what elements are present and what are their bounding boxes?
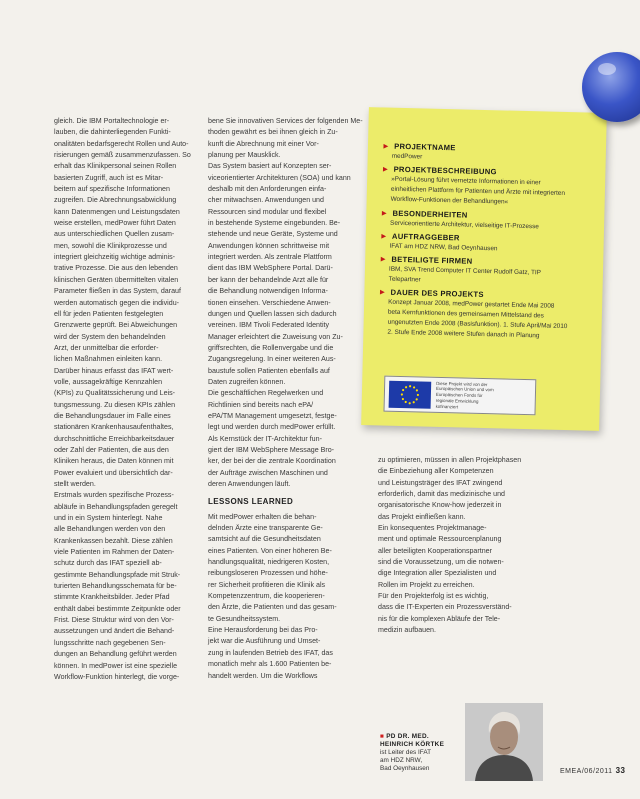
text-line: Ein konsequentes Projektmanage-	[378, 524, 487, 533]
text-line: stehende und neue Geräte, Systeme und	[208, 230, 338, 239]
text-line: te Gesundheitssystem.	[208, 614, 281, 623]
arrow-icon: ►	[381, 141, 391, 151]
text-line: gleich. Die IBM Portaltechnologie er-	[54, 117, 170, 125]
text-line: enthält dabei bestimmte Zeitpunkte oder	[54, 604, 181, 613]
note-heading: DAUER DES PROJEKTS	[390, 287, 484, 300]
arrow-icon: ►	[380, 208, 389, 218]
note-line: IBM, SVA Trend Computer IT Center Rudolf Gatz, TIP	[388, 265, 542, 277]
text-line: Darüber hinaus erfasst das IFAT wert-	[54, 366, 174, 375]
author-caption	[380, 733, 460, 773]
text-line: oder Zahl der Patienten, die aus den	[54, 445, 169, 454]
arrow-icon: ►	[378, 287, 387, 297]
text-line: viele Patienten im Rahmen der Daten-	[54, 548, 175, 557]
author-photo	[465, 703, 543, 781]
note-line: »Portal-Lösung führt vernetzte Informationen in einer	[391, 175, 541, 187]
text-line: Arzt, der unmittelbar die erforder-	[54, 343, 159, 352]
text-line: stimmte Krankheitsbilder. Jeder Pfad	[54, 593, 170, 602]
text-line: men, sowohl die Klinikprozesse und	[54, 241, 167, 250]
text-line: Anwendungen können schrittweise mit	[208, 241, 330, 250]
article-column-3	[378, 455, 540, 637]
arrow-icon: ►	[381, 164, 390, 174]
text-line: ker, der bei der die zentrale Koordination	[208, 457, 336, 466]
note-section-1	[381, 164, 596, 209]
text-line: trative Prozesse. Die aus den lebenden	[54, 264, 178, 273]
text-line: dass die IT-Experten ein Prozessverständ-	[378, 603, 512, 612]
note-line: beta Kernfunktionen des gemeinsamen Mittelstand des	[387, 308, 544, 320]
text-line: onalitäten bedarfsgerecht Rollen und Auto-	[54, 139, 189, 148]
text-line: vereinen. IBM Tivoli Federated Identity	[208, 321, 330, 330]
text-line: und Leistungsträger des IFAT zwingend	[378, 478, 503, 487]
text-line: rer Sicherheit profitieren die Klinik als	[208, 580, 326, 589]
note-text	[377, 297, 592, 342]
eu-line: regionale Entwicklung	[435, 397, 479, 404]
text-line: Kompetenzzentrum, die kooperieren-	[208, 592, 325, 601]
note-heading: BETEILIGTE FIRMEN	[391, 254, 473, 266]
author-name: HEINRICH KÖRTKE	[380, 741, 445, 748]
text-line: Als Kernstück der IT-Architektur fun-	[208, 434, 322, 443]
text-line: deren Anwendungen läuft.	[208, 480, 291, 488]
eu-funding-box	[383, 376, 536, 416]
note-line: Serviceorientierte Architektur, vielseitige IT-Prozesse	[390, 219, 539, 231]
text-line: kann Datenmengen und Leistungsdaten	[54, 207, 180, 216]
text-line: schutz durch das IFAT speziell ab-	[54, 559, 162, 568]
text-line: samtsicht auf die Gesundheitsdaten	[208, 535, 321, 544]
text-line: das Projekt einfließen kann.	[378, 512, 466, 521]
text-line: zu optimieren, müssen in allen Projektphasen	[378, 456, 522, 464]
note-line: 2. Stufe Ende 2008 weitere Stufen danach in Planung	[387, 328, 540, 340]
text-line: dungen und Quellen lassen sich dadurch	[208, 309, 337, 318]
author-title: ■ PD DR. MED.	[380, 733, 429, 740]
text-line: medizin aufbauen.	[378, 626, 436, 635]
text-line: aussetzungen und ändert die Behand-	[54, 627, 175, 636]
note-section-4	[379, 254, 594, 289]
text-line: stellt werden.	[54, 480, 96, 488]
note-section-2	[380, 208, 594, 233]
text-line: baustufe sollen Patienten ebenfalls auf	[208, 366, 330, 375]
section-heading-lessons-learned: LESSONS LEARNED	[208, 497, 294, 507]
eu-line: kofinanziert	[435, 403, 459, 410]
text-line: basierten Zugriff, auch ist es Mitar-	[54, 173, 164, 182]
text-line: ePA/TM Management umgesetzt, festge-	[208, 411, 337, 420]
text-line: Daten zugreifen können.	[208, 377, 286, 386]
eu-line: Diese Projekt wird von der	[436, 380, 488, 387]
text-line: können. In medPower ist eine spezielle	[54, 661, 178, 670]
text-line: lauben, die dahinterliegenden Funkti-	[54, 128, 171, 137]
text-line: ment und optimale Ressourcenplanung	[378, 535, 502, 544]
text-line: Zugangsregelung. In einer weiteren Aus-	[208, 355, 336, 364]
text-line: Richtlinien sind bereits nach ePA/	[208, 400, 314, 409]
pushpin-highlight	[598, 63, 616, 75]
text-line: lichen Maßnahmen einleiten kann.	[54, 355, 163, 364]
text-line: Das System basiert auf Konzepten ser-	[208, 162, 332, 171]
magazine-issue: EMEA/06/2011	[560, 768, 613, 775]
text-line: Workflow-Funktion hinterlegt, die vorge-	[54, 672, 180, 681]
text-line: tionen einsehen. Verschiedene Anwen-	[208, 298, 331, 307]
text-line: Für den Projekterfolg ist es wichtig,	[378, 592, 489, 601]
text-line: handelt werden. Um die Workflows	[208, 671, 318, 680]
text-line: planung per Mausklick.	[208, 151, 281, 160]
text-line: zugreifen. Die Abrechnungsabwicklung	[54, 196, 177, 205]
text-line: Mit medPower erhalten die behan-	[208, 512, 317, 521]
text-line: griffsrechten, die Rollenvergabe und die	[208, 343, 334, 352]
text-line: gestimmte Behandlungspfade mit Struk-	[54, 570, 181, 579]
note-line: einheitlichen Plattform für Patienten und Ärzte mit integrierten	[390, 185, 566, 197]
text-line: nis für die komplexen Abläufe der Tele-	[378, 614, 501, 623]
note-section-0	[382, 141, 596, 166]
note-line: Workflow-Funktionen der Behandlungen«	[390, 195, 509, 206]
note-heading: BESONDERHEITEN	[392, 208, 468, 220]
text-line: durchschnittliche Erreichbarkeitsdauer	[54, 434, 175, 443]
article-column-1	[54, 116, 204, 683]
eu-line: Europäischen Union und vom	[436, 386, 494, 393]
text-line: delnden Ärzte eine transparente Ge-	[208, 524, 323, 533]
text-line: Eine Herausforderung bei das Pro-	[208, 626, 318, 635]
text-line: sind die Voraussetzung, um die notwen-	[378, 558, 504, 567]
text-line: cher mitwachsen. Anwendungen und	[208, 196, 324, 205]
text-line: volle, aussagekräftige Kennzahlen	[54, 377, 163, 386]
text-line: tungsmessung. Zu diesen KPIs zählen	[54, 400, 176, 409]
note-line: IFAT am HDZ NRW, Bad Oeynhausen	[389, 242, 498, 253]
text-line: Ressourcen sind modular und flexibel	[208, 207, 327, 216]
text-line: aus unterschiedlichen Quellen zusam-	[54, 230, 175, 239]
arrow-icon: ►	[379, 254, 388, 264]
text-line: deshalb mit den Anforderungen einfa-	[208, 185, 327, 194]
text-line: Die geschäftlichen Regelwerken und	[208, 389, 324, 398]
text-line: Grenzwerte geprüft. Bei Abweichungen	[54, 321, 178, 330]
text-line: der Aufträge zwischen Maschinen und	[208, 468, 328, 477]
author-role: am HDZ NRW,	[380, 757, 423, 764]
project-info-note	[361, 107, 607, 431]
text-line: weise erstellen, medPower führt Daten	[54, 219, 176, 228]
text-line: thoden gewährt es bei ihnen gleich in Zu-	[208, 128, 338, 137]
text-line: integriert gleichzeitig wichtige adminis-	[54, 253, 176, 262]
text-line: handlungsqualität, niedrigeren Kosten,	[208, 558, 330, 567]
text-line: den Ärzte, die Patienten und das gesam-	[208, 603, 337, 612]
text-line: dige Integration aller Spezialisten und	[378, 569, 497, 578]
text-line: Parameter fließen in das System, darauf	[54, 287, 181, 296]
text-line: ber kann der behandelnde Arzt alle für	[208, 275, 329, 284]
text-line: die Behandlung notwendigen Informa-	[208, 287, 328, 296]
text-line: klinischen Geräten übermittelten vitalen	[54, 275, 179, 284]
text-line: viceorientierter Architekturen (SOA) und kann	[208, 173, 351, 182]
text-line: Frist. Diese Struktur wird von den Vor-	[54, 616, 174, 625]
text-line: und in ein System hinterlegt. Nahe	[54, 514, 163, 523]
page-number: 33	[615, 766, 626, 775]
text-line: Erstmals wurden spezifische Prozess-	[54, 491, 174, 500]
note-line: ungenutzten Ende 2008 (Basisfunktion). 1. Stufe April/Mai 2010	[387, 318, 568, 330]
text-line: dungen an Behandlung geführt werden	[54, 650, 177, 659]
note-section-3	[379, 231, 593, 256]
eu-line: Europäischen Fonds für	[435, 391, 483, 399]
text-line: monatlich mehr als 1.600 Patienten be-	[208, 660, 332, 669]
pushpin-icon	[582, 52, 640, 122]
text-line: lungsschritte nach gegebenen Sen-	[54, 638, 166, 647]
text-line: zung in laufenden Betrieb des IFAT, das	[208, 648, 333, 657]
text-line: erhalt das Klinikpersonal seinen Rollen	[54, 162, 177, 171]
eu-funding-text	[436, 380, 532, 411]
arrow-icon: ►	[379, 231, 389, 241]
author-role: Bad Oeynhausen	[380, 765, 430, 772]
text-line: Rollen im Projekt zu erreichen.	[378, 580, 475, 589]
text-line: Kliniken heraus, die Daten können mit	[54, 457, 174, 466]
text-line: wird der System den behandelnden	[54, 332, 166, 341]
page-footer	[560, 766, 625, 775]
text-line: beitern auf spezifische Informationen	[54, 185, 170, 194]
note-section-5	[377, 287, 592, 342]
text-line: die Einbeziehung aller Kompetenzen	[378, 467, 494, 476]
note-text	[381, 174, 596, 209]
eu-flag-icon	[389, 380, 432, 408]
text-line: bene Sie innovativen Services der folgenden Me-	[208, 117, 363, 125]
text-line: die Behandlungsdauer im Falle eines	[54, 411, 171, 420]
text-line: jekt war die Ausführung und Umset-	[208, 637, 321, 646]
text-line: reibungsloseren Prozessen und höhe-	[208, 569, 328, 578]
text-line: Krankenkassen bezahlt. Diese zählen	[54, 536, 173, 545]
text-line: in bestehende Systeme eingebunden. Be-	[208, 219, 341, 228]
note-heading: PROJEKTNAME	[394, 141, 456, 153]
text-line: integriert werden. Als zentrale Plattform	[208, 253, 332, 262]
text-line: kunft die Abrechnung mit einer Vor-	[208, 139, 319, 148]
text-line: werden automatisch gegen die individu-	[54, 298, 180, 307]
text-line: alle Behandlungen werden von den	[54, 525, 166, 534]
note-line: Konzept Januar 2008, medPower gestartet Ende Mai 2008	[388, 298, 555, 310]
text-line: giert der IBM WebSphere Message Bro-	[208, 445, 335, 454]
text-line: organisatorische Know-how jederzeit in	[378, 501, 502, 510]
text-line: eines Patienten. Von einer höheren Be-	[208, 546, 332, 555]
text-line: Power evaluiert und übersichtlich dar-	[54, 468, 173, 477]
text-line: Manager erleichtert die Zuweisung von Zu-	[208, 332, 343, 341]
note-heading: PROJEKTBESCHREIBUNG	[393, 164, 497, 177]
note-heading: AUFTRAGGEBER	[391, 231, 460, 243]
text-line: stationären Krankenhausaufenthaltes,	[54, 423, 174, 432]
note-line: Telepartner	[388, 275, 421, 284]
text-line: turierten Behandlungsschemata für be-	[54, 582, 177, 591]
article-column-2	[208, 116, 368, 682]
text-line: ell für jeden Patienten festgelegten	[54, 309, 164, 318]
text-line: (KPIs) zu Qualitätssicherung und Leis-	[54, 389, 176, 398]
note-line: medPower	[391, 152, 423, 161]
text-line: risierungen gemäß zusammenzufassen. So	[54, 151, 191, 160]
text-line: aller beteiligten Kooperationspartner	[378, 546, 492, 555]
author-title-text: PD DR. MED.	[386, 733, 429, 740]
text-line: erforderlich, damit das medizinische und	[378, 490, 505, 499]
text-line: dient das IBM WebSphere Portal. Darü-	[208, 264, 333, 273]
text-line: abläufe in Behandlungspfaden geregelt	[54, 502, 178, 511]
note-text	[379, 264, 593, 289]
author-role: ist Leiter des IFAT	[380, 749, 432, 756]
text-line: legt und werden durch medPower erfüllt.	[208, 423, 336, 432]
